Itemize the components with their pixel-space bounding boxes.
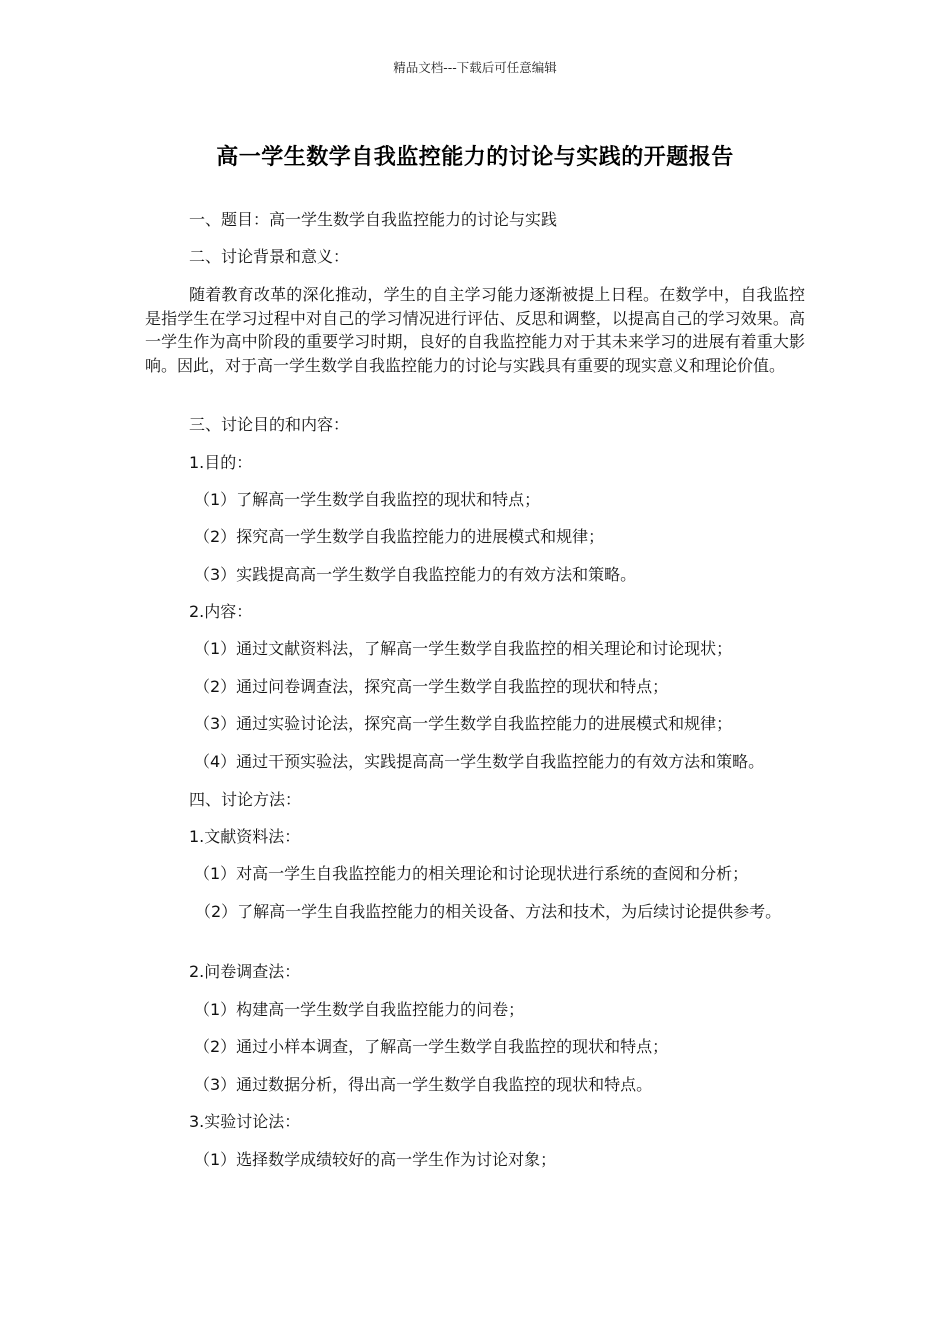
content-item: （3）通过实验讨论法，探究高一学生数学自我监控能力的进展模式和规律； <box>194 714 733 733</box>
method-survey-heading: 2.问卷调查法： <box>189 962 301 981</box>
method-item: （1）构建高一学生数学自我监控能力的问卷； <box>194 1000 525 1019</box>
section-background-heading: 二、讨论背景和意义： <box>189 247 350 266</box>
content-subheading: 2.内容： <box>189 602 253 621</box>
section-topic: 一、题目：高一学生数学自我监控能力的讨论与实践 <box>189 210 558 229</box>
content-item: （4）通过干预实验法，实践提高高一学生数学自我监控能力的有效方法和策略。 <box>194 752 765 771</box>
method-item: （2）了解高一学生自我监控能力的相关设备、方法和技术，为后续讨论提供参考。 <box>195 902 782 921</box>
purpose-item: （1）了解高一学生数学自我监控的现状和特点； <box>194 490 541 509</box>
content-item: （1）通过文献资料法，了解高一学生数学自我监控的相关理论和讨论现状； <box>194 639 733 658</box>
purpose-item: （2）探究高一学生数学自我监控能力的进展模式和规律； <box>194 527 605 546</box>
method-experiment-heading: 3.实验讨论法： <box>189 1112 301 1131</box>
method-item: （1）选择数学成绩较好的高一学生作为讨论对象； <box>194 1150 557 1169</box>
purpose-subheading: 1.目的： <box>189 453 253 472</box>
section-method-heading: 四、讨论方法： <box>189 790 302 809</box>
method-item: （1）对高一学生自我监控能力的相关理论和讨论现状进行系统的查阅和分析； <box>194 864 749 883</box>
method-item: （3）通过数据分析，得出高一学生数学自我监控的现状和特点。 <box>194 1075 653 1094</box>
document-title: 高一学生数学自我监控能力的讨论与实践的开题报告 <box>216 145 734 170</box>
section-purpose-heading: 三、讨论目的和内容： <box>189 415 350 434</box>
method-item: （2）通过小样本调查，了解高一学生数学自我监控的现状和特点； <box>194 1037 669 1056</box>
purpose-item: （3）实践提高高一学生数学自我监控能力的有效方法和策略。 <box>194 565 637 584</box>
background-paragraph: 随着教育改革的深化推动，学生的自主学习能力逐渐被提上日程。在数学中，自我监控是指学生在学习过程中对自己的学习情况进行评估、反思和调整，以提高自己的学习效果。高一学生作为高中阶段的重要学习时期，良好的自我监控能力对于其未来学习的进展有着重大影响。因此，对于高一学生数学自我监控能力的讨论与实践具有重要的现实意义和理论价值。 <box>145 285 805 375</box>
page-header: 精品文档---下载后可任意编辑 <box>393 60 557 75</box>
content-item: （2）通过问卷调查法，探究高一学生数学自我监控的现状和特点； <box>194 677 669 696</box>
method-literature-heading: 1.文献资料法： <box>189 827 301 846</box>
